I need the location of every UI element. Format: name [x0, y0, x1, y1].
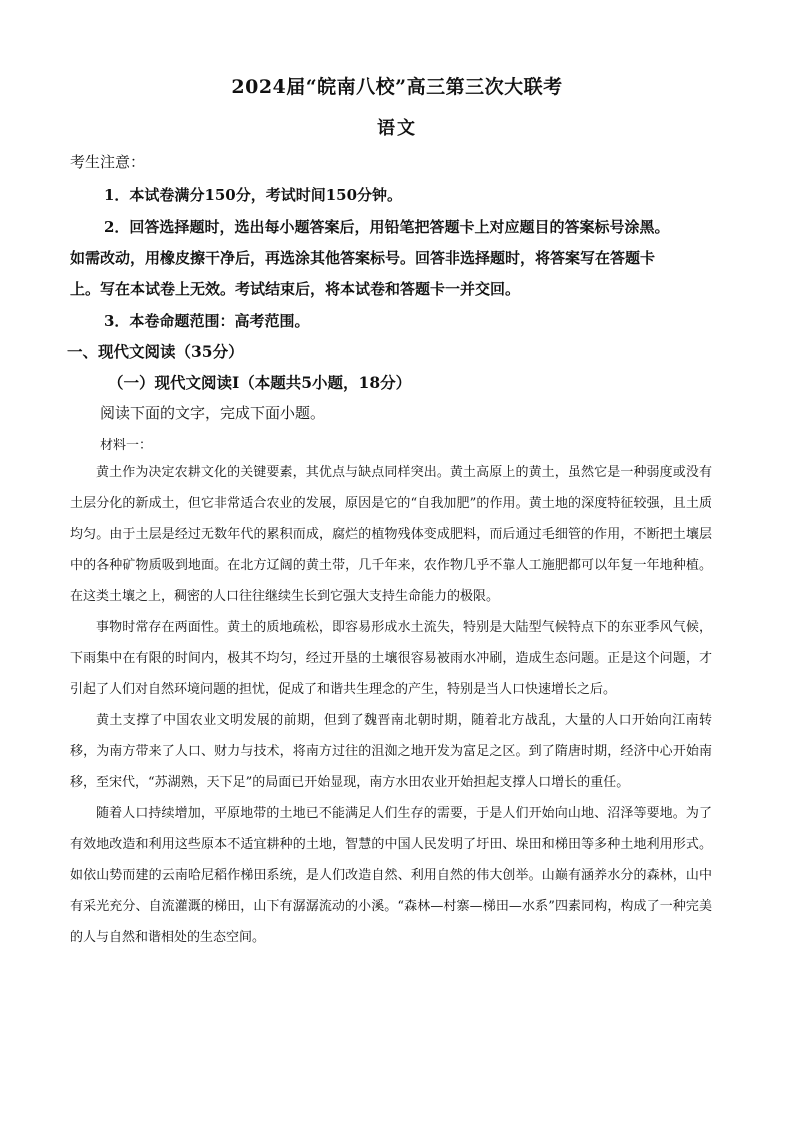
material-paragraph-3: 黄土支撑了中国农业文明发展的前期，但到了魏晋南北朝时期，随着北方战乱，大量的人口开始向江南转移，为南方带来了人口、财力与技术，将南方过往的沮洳之地开发为富足之区。到了隋唐时期，经济中心开始南移，至宋代，“苏湖熟，天下足”的局面已开始显现，南方水田农业开始担起支撑人口增长的重任。 [70, 713, 712, 790]
material-paragraph-4: 随着人口持续增加，平原地带的土地已不能满足人们生存的需要，于是人们开始向山地、沼泽等要地。为了有效地改造和利用这些原本不适宜耕种的土地，智慧的中国人民发明了圩田、垛田和梯田等多种土地利用形式。如依山势而建的云南哈尼稻作梯田系统，是人们改造自然、利用自然的伟大创举。山巅有涵养水分的森林，山中有采光充分、自流灌溉的梯田，山下有潺潺流动的小溪。“森林—村寨—梯田—水系”四素同构，构成了一种完美的人与自然和谐相处的生态空间。 [70, 806, 712, 945]
section-heading: 一、现代文阅读（35分） [67, 342, 244, 361]
notice-label: 考生注意： [70, 153, 146, 171]
exam-title: 2024届“皖南八校”高三第三次大联考 [231, 76, 563, 98]
material-paragraph-2: 事物时常存在两面性。黄土的质地疏松，即容易形成水土流失，特别是大陆型气候特点下的东亚季风气候，下雨集中在有限的时间内，极其不均匀，经过开垦的土壤很容易被雨水冲刷，造成生态问题。正是这个问题，才引起了人们对自然环境问题的担忧，促成了和谐共生理念的产生，特别是当人口快速增长之后。 [70, 620, 712, 697]
material-paragraph-1: 黄土作为决定农耕文化的关键要素，其优点与缺点同样突出。黄土高原上的黄土，虽然它是一种弱度或没有土层分化的新成土，但它非常适合农业的发展，原因是它的“自我加肥”的作用。黄土地的深度特征较强，且土质均匀。由于土层是经过无数年代的累积而成，腐烂的植物残体变成肥料，而后通过毛细管的作用，不断把土壤层中的各种矿物质吸到地面。在北方辽阔的黄土带，几千年来，农作物几乎不靠人工施肥都可以年复一年地种植。在这类土壤之上，稠密的人口往往继续生长到它强大支持生命能力的极限。 [70, 465, 712, 604]
notice-item-2-line-2: 如需改动，用橡皮擦干净后，再选涂其他答案标号。回答非选择题时，将答案写在答题卡 [70, 249, 656, 267]
notice-item-1: 1．本试卷满分150分，考试时间150分钟。 [104, 186, 403, 204]
subsection-heading: （一）现代文阅读Ⅰ（本题共5小题，18分） [108, 373, 412, 392]
notice-item-2-line-3: 上。写在本试卷上无效。考试结束后，将本试卷和答题卡一并交回。 [70, 280, 521, 298]
material-label: 材料一： [100, 438, 153, 453]
subject-title: 语文 [377, 118, 417, 139]
reading-instruction: 阅读下面的文字，完成下面小题。 [100, 404, 326, 422]
notice-item-2-line-1: 2．回答选择题时，选出每小题答案后，用铅笔把答题卡上对应题目的答案标号涂黑。 [104, 218, 670, 236]
notice-item-3: 3．本卷命题范围：高考范围。 [104, 312, 310, 330]
material-text [70, 457, 712, 953]
